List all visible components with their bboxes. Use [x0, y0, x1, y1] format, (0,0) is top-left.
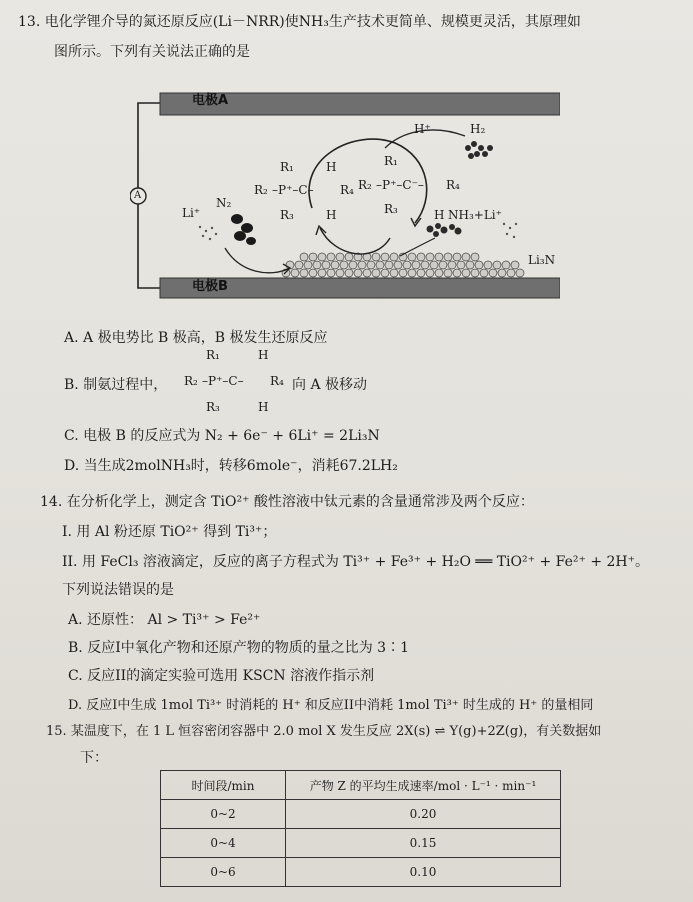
option-label: D. [64, 458, 80, 474]
q14-number: 14. [40, 494, 63, 510]
electrochem-diagram [130, 88, 560, 310]
option-label: A. [64, 330, 79, 346]
ammeter-label: A [134, 190, 142, 201]
q14-stem [40, 492, 534, 512]
table-cell: 0~6 [161, 858, 286, 887]
q14-question: 下列说法错误的是 [62, 582, 174, 598]
nh3-cluster [427, 223, 462, 237]
option-label: C. [68, 668, 83, 684]
q14-stem-text: 在分析化学上，测定含 TiO²⁺ 酸性溶液中钛元素的含量通常涉及两个反应： [66, 494, 534, 510]
cycle-arrow-bottom [320, 228, 390, 254]
li3n-label: Li₃N [528, 253, 556, 267]
optb-r4: R₄ [270, 374, 284, 388]
option-text-pre: 制氨过程中， [83, 377, 168, 393]
option-text: 电极 B 的反应式为 N₂ + 6e⁻ + 6Li⁺ = 2Li₃N [83, 428, 380, 444]
mol2-h-bottom: H [434, 208, 445, 222]
table-cell: 0~4 [161, 829, 286, 858]
product-label: NH₃+Li⁺ [448, 208, 502, 222]
q13-stem-text: 电化学锂介导的氮还原反应(Li－NRR)使NH₃生产技术更简单、规模更灵活，其原理如 [44, 14, 581, 30]
q13-number: 13. [18, 14, 41, 30]
h2-label: H₂ [470, 122, 486, 136]
optb-core: –P⁺–C– [202, 374, 244, 388]
q14-option-b [68, 638, 409, 658]
table-cell: 0.10 [286, 858, 561, 887]
q13-stem-line1 [18, 12, 581, 32]
li-dots-right [503, 223, 517, 238]
option-label: B. [68, 640, 83, 656]
n2-molecules [231, 214, 256, 245]
table-cell: 0.15 [286, 829, 561, 858]
q14-option-a [68, 610, 260, 630]
mol1-core: –P⁺–C– [272, 183, 314, 197]
mol1-h-bottom: H [326, 208, 337, 222]
q14-option-c [68, 666, 374, 686]
mol1-r1: R₁ [280, 160, 294, 174]
optb-h-bottom: H [258, 400, 269, 414]
table-header-row [161, 771, 561, 800]
option-label: C. [64, 428, 79, 444]
mol2-r1: R₁ [384, 154, 398, 168]
q13-option-b-post: 向 A 极移动 [292, 377, 368, 393]
n2-arrow [225, 248, 290, 273]
electrode-b-label: 电极B [192, 279, 228, 294]
option-text: 反应I中氧化产物和还原产物的物质的量之比为 3∶1 [87, 640, 409, 656]
table-row [161, 800, 561, 829]
q14-reaction2: II. 用 FeCl₃ 溶液滴定，反应的离子方程式为 Ti³⁺ + Fe³⁺ + H₂O ══ TiO²⁺ + Fe²⁺ + 2H⁺。 [62, 554, 650, 570]
option-text: 反应II的滴定实验可选用 KSCN 溶液作指示剂 [87, 668, 375, 684]
mol2-r4: R₄ [446, 178, 460, 192]
q14-option-d [68, 696, 593, 716]
mol1-r2: R₂ [254, 183, 268, 197]
q13-option-d [64, 456, 398, 476]
optb-r2: R₂ [184, 374, 198, 388]
optb-h-top: H [258, 348, 269, 362]
optb-r1: R₁ [206, 348, 220, 362]
mol2-core: –P⁺–C⁻– [376, 178, 424, 192]
li-dots-left [199, 226, 217, 240]
q15-stem-line2: 下： [80, 750, 108, 766]
mol1-h-top: H [326, 160, 337, 174]
option-text: 还原性： Al > Ti³⁺ > Fe²⁺ [87, 612, 261, 628]
option-text: A 极电势比 B 极高，B 极发生还原反应 [83, 330, 328, 346]
diagram-svg [130, 88, 560, 310]
q15-stem-line1 [46, 722, 601, 742]
h-plus-label: H⁺ [414, 122, 431, 136]
q13-option-c [64, 426, 380, 446]
q13-option-b [64, 375, 167, 395]
mol2-r2: R₂ [358, 178, 372, 192]
table-cell: 0~2 [161, 800, 286, 829]
q15-stem-text: 某温度下，在 1 L 恒容密闭容器中 2.0 mol X 发生反应 2X(s) ⇌ Y(g)+2Z(g)，有关数据如 [70, 724, 602, 739]
electrode-a-label: 电极A [192, 93, 229, 108]
option-label: A. [68, 612, 83, 628]
q14-reaction1: I. 用 Al 粉还原 TiO²⁺ 得到 Ti³⁺； [62, 524, 277, 540]
table-header-cell: 时间段/min [161, 771, 286, 800]
q15-number: 15. [46, 724, 67, 739]
table-cell: 0.20 [286, 800, 561, 829]
n2-label: N₂ [216, 196, 232, 210]
table-row [161, 829, 561, 858]
h2-cluster [465, 141, 493, 159]
option-text: 反应I中生成 1mol Ti³⁺ 时消耗的 H⁺ 和反应II中消耗 1mol Ti³⁺ 时生成的 H⁺ 的量相同 [86, 698, 594, 713]
option-text: 当生成2molNH₃时，转移6mole⁻，消耗67.2LH₂ [83, 458, 398, 474]
li3n-layer [282, 253, 524, 277]
q13-stem-line2: 图所示。下列有关说法正确的是 [54, 44, 250, 60]
q15-data-table [160, 770, 561, 887]
mol1-r3: R₃ [280, 208, 294, 222]
mol2-r3: R₃ [384, 202, 398, 216]
option-label: B. [64, 377, 79, 393]
table-header-cell: 产物 Z 的平均生成速率/mol · L⁻¹ · min⁻¹ [286, 771, 561, 800]
mol1-r4: R₄ [340, 183, 354, 197]
table-row [161, 858, 561, 887]
optb-r3: R₃ [206, 400, 220, 414]
li-plus-label: Li⁺ [182, 206, 201, 220]
option-label: D. [68, 698, 83, 713]
